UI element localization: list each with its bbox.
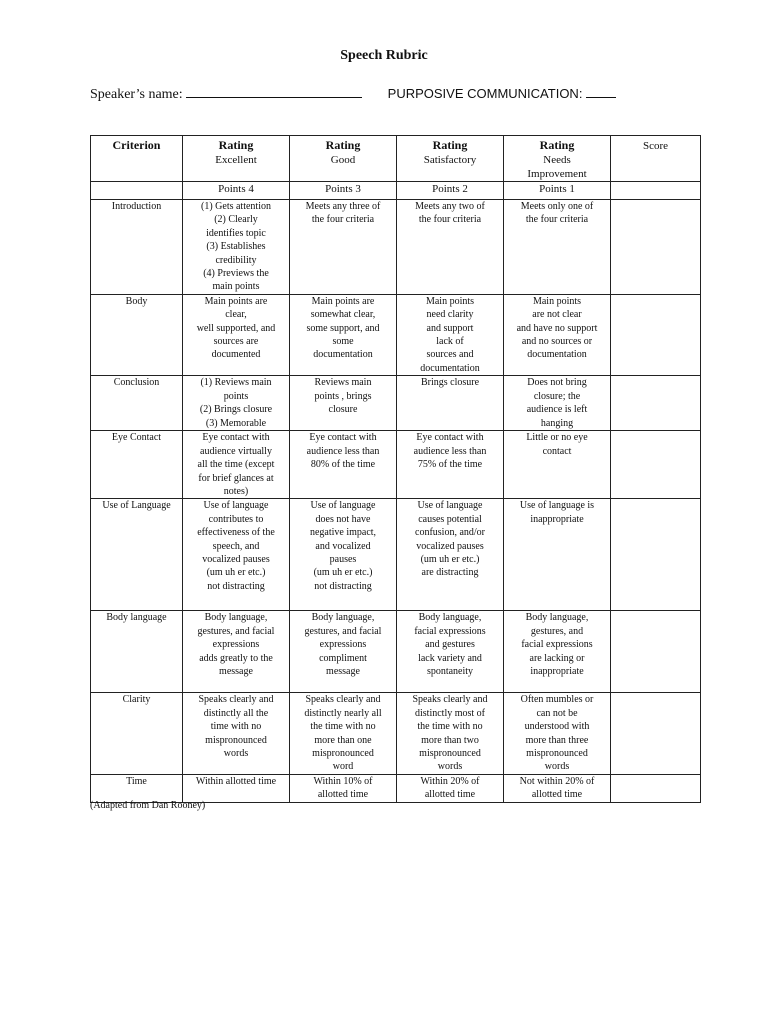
- points-row: [91, 182, 701, 200]
- good-cell: Eye contact with audience less than 80% of the time: [290, 431, 397, 499]
- table-row: [91, 294, 701, 375]
- criterion-cell: Conclusion: [91, 376, 183, 431]
- satisfactory-cell: Brings closure: [397, 376, 504, 431]
- score-cell[interactable]: [611, 774, 701, 802]
- excellent-cell: Within allotted time: [183, 774, 290, 802]
- points-cell: Points 1: [504, 182, 611, 200]
- score-cell[interactable]: [611, 693, 701, 774]
- score-cell[interactable]: [611, 499, 701, 611]
- good-cell: Reviews main points , brings closure: [290, 376, 397, 431]
- criterion-cell: Time: [91, 774, 183, 802]
- points-cell: Points 2: [397, 182, 504, 200]
- excellent-cell: (1) Reviews main points (2) Brings closure (3) Memorable: [183, 376, 290, 431]
- needs-improvement-cell: Body language, gestures, and facial expressions are lacking or inappropriate: [504, 611, 611, 693]
- header-score: Score: [611, 136, 701, 182]
- page-title: Speech Rubric: [340, 48, 428, 63]
- excellent-cell: Use of language contributes to effectiveness of the speech, and vocalized pauses (um uh er etc.) not distracting: [183, 499, 290, 611]
- criterion-cell: Body: [91, 294, 183, 375]
- needs-improvement-cell: Little or no eye contact: [504, 431, 611, 499]
- speaker-name-label: Speaker’s name:: [90, 87, 183, 102]
- table-row: [91, 431, 701, 499]
- criterion-cell: Introduction: [91, 200, 183, 295]
- good-cell: Meets any three of the four criteria: [290, 200, 397, 295]
- satisfactory-cell: Meets any two of the four criteria: [397, 200, 504, 295]
- needs-improvement-cell: Use of language is inappropriate: [504, 499, 611, 611]
- criterion-cell: Use of Language: [91, 499, 183, 611]
- criterion-cell: Eye Contact: [91, 431, 183, 499]
- header-row: [91, 136, 701, 182]
- satisfactory-cell: Speaks clearly and distinctly most of the time with no more than two mispronounced words: [397, 693, 504, 774]
- satisfactory-cell: Eye contact with audience less than 75% of the time: [397, 431, 504, 499]
- criterion-cell: Body language: [91, 611, 183, 693]
- needs-improvement-cell: Often mumbles or can not be understood with more than three mispronounced words: [504, 693, 611, 774]
- table-row: [91, 774, 701, 802]
- good-cell: Use of language does not have negative impact, and vocalized pauses (um uh er etc.) not distracting: [290, 499, 397, 611]
- header-good: Rating Good: [290, 136, 397, 182]
- score-cell[interactable]: [611, 200, 701, 295]
- points-cell: [91, 182, 183, 200]
- header-satisfactory: Rating Satisfactory: [397, 136, 504, 182]
- criterion-cell: Clarity: [91, 693, 183, 774]
- table-row: [91, 200, 701, 295]
- good-cell: Body language, gestures, and facial expressions compliment message: [290, 611, 397, 693]
- good-cell: Speaks clearly and distinctly nearly all the time with no more than one mispronounced word: [290, 693, 397, 774]
- excellent-cell: Eye contact with audience virtually all the time (except for brief glances at notes): [183, 431, 290, 499]
- header-excellent: Rating Excellent: [183, 136, 290, 182]
- header-needs-improvement: Rating Needs Improvement: [504, 136, 611, 182]
- course-label: PURPOSIVE COMMUNICATION:: [387, 86, 583, 101]
- points-cell: [611, 182, 701, 200]
- excellent-cell: Speaks clearly and distinctly all the time with no mispronounced words: [183, 693, 290, 774]
- excellent-cell: Body language, gestures, and facial expressions adds greatly to the message: [183, 611, 290, 693]
- table-row: [91, 611, 701, 693]
- good-cell: Within 10% of allotted time: [290, 774, 397, 802]
- rubric-table: [90, 135, 701, 803]
- points-cell: Points 3: [290, 182, 397, 200]
- needs-improvement-cell: Main points are not clear and have no support and no sources or documentation: [504, 294, 611, 375]
- score-cell[interactable]: [611, 294, 701, 375]
- satisfactory-cell: Main points need clarity and support lack of sources and documentation: [397, 294, 504, 375]
- table-row: [91, 693, 701, 774]
- satisfactory-cell: Within 20% of allotted time: [397, 774, 504, 802]
- footnote: (Adapted from Dan Rooney): [90, 800, 206, 811]
- score-cell[interactable]: [611, 376, 701, 431]
- needs-improvement-cell: Meets only one of the four criteria: [504, 200, 611, 295]
- header-criterion: Criterion: [91, 136, 183, 182]
- table-row: [91, 376, 701, 431]
- excellent-cell: (1) Gets attention (2) Clearly identifies topic (3) Establishes credibility (4) Previews the main points: [183, 200, 290, 295]
- points-cell: Points 4: [183, 182, 290, 200]
- header-line: [90, 83, 616, 103]
- satisfactory-cell: Use of language causes potential confusion, and/or vocalized pauses (um uh er etc.) are distracting: [397, 499, 504, 611]
- good-cell: Main points are somewhat clear, some support, and some documentation: [290, 294, 397, 375]
- score-cell[interactable]: [611, 431, 701, 499]
- excellent-cell: Main points are clear, well supported, and sources are documented: [183, 294, 290, 375]
- needs-improvement-cell: Does not bring closure; the audience is left hanging: [504, 376, 611, 431]
- needs-improvement-cell: Not within 20% of allotted time: [504, 774, 611, 802]
- table-row: [91, 499, 701, 611]
- course-blank[interactable]: [586, 83, 616, 98]
- satisfactory-cell: Body language, facial expressions and gestures lack variety and spontaneity: [397, 611, 504, 693]
- score-cell[interactable]: [611, 611, 701, 693]
- speaker-name-blank[interactable]: [186, 83, 362, 98]
